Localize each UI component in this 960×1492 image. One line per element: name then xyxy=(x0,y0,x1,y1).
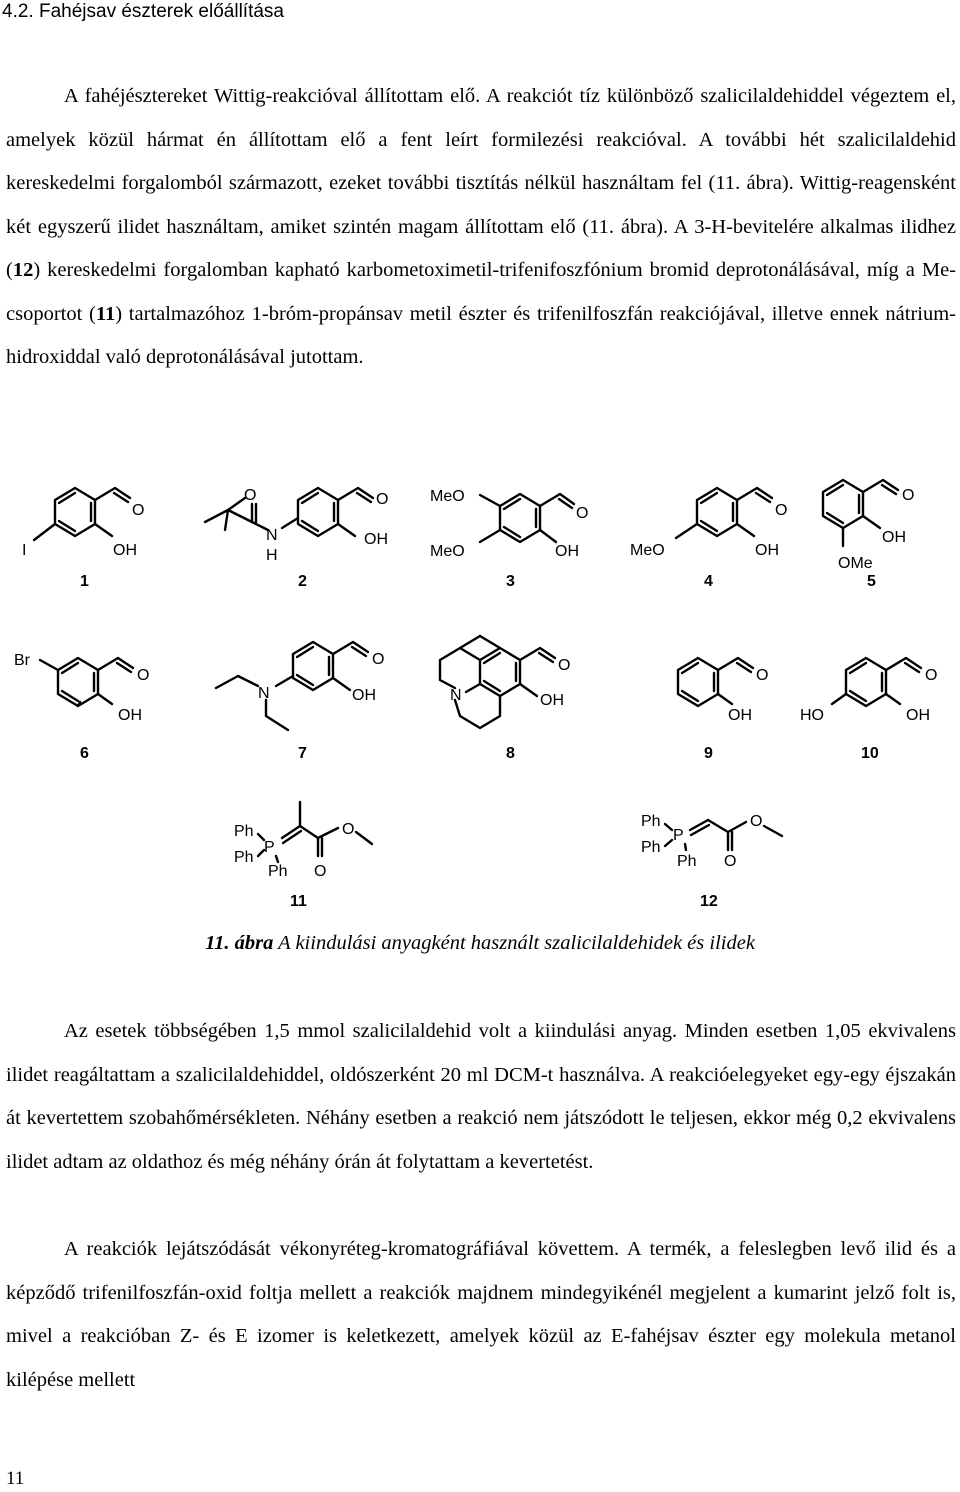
svg-text:O: O xyxy=(372,651,385,668)
para1-text-3: ) tartalmazóhoz 1-bróm-propánsav metil észter és trifenilfoszfán reakciójával, illetve ennek nátrium-hidroxiddal való deprotonálásával jutottam. xyxy=(6,302,957,368)
paragraph-conditions xyxy=(6,1010,956,1184)
compound-12-structure xyxy=(641,813,782,910)
svg-text:O: O xyxy=(137,667,150,684)
svg-text:O: O xyxy=(558,657,571,674)
svg-text:H: H xyxy=(266,547,278,564)
svg-text:OH: OH xyxy=(555,543,579,560)
para3-text: A reakciók lejátszódását vékonyréteg-kromatográfiával követtem. A termék, a feleslegben levő ilid és a képződő trifenilfoszfán-oxid foltja mellett a reakciók majdnem mindegyikénél megjelent a kumarint jelző folt is, mivel a reakcióban Z- és E izomer is keletkezett, amelyek közül az E-fahéjsav észter egy molekula metanol kilépése mellett xyxy=(6,1238,956,1391)
compound-label-10: 10 xyxy=(861,745,879,762)
structures-figure xyxy=(0,470,960,920)
svg-text:O: O xyxy=(724,853,737,870)
svg-text:HO: HO xyxy=(800,707,824,724)
svg-text:O: O xyxy=(314,863,327,880)
compound-2-structure xyxy=(205,487,388,590)
figure-caption-number: 11. ábra xyxy=(205,932,274,954)
svg-text:O: O xyxy=(902,487,915,504)
svg-text:O: O xyxy=(376,491,389,508)
svg-text:OH: OH xyxy=(352,687,376,704)
svg-text:O: O xyxy=(244,487,257,504)
svg-text:OMe: OMe xyxy=(838,555,873,572)
compound-ref-11: 11 xyxy=(95,302,116,325)
section-heading: 4.2. Fahéjsav észterek előállítása xyxy=(2,1,284,22)
svg-text:OH: OH xyxy=(755,542,779,559)
svg-text:N: N xyxy=(258,685,270,702)
svg-text:Br: Br xyxy=(14,652,30,669)
svg-text:Ph: Ph xyxy=(234,849,254,866)
para1-text-2: ) kereskedelmi forgalomban kapható karbometoximetil-trifenifoszfónium bromid deprotonálásával, míg a Me-csoportot ( xyxy=(6,259,956,325)
svg-text:N: N xyxy=(450,687,462,704)
compound-8-structure xyxy=(440,636,570,762)
compound-6-structure xyxy=(14,652,149,762)
svg-text:Ph: Ph xyxy=(641,839,661,856)
compound-label-11: 11 xyxy=(290,893,307,910)
svg-text:P: P xyxy=(264,839,275,856)
compound-label-2: 2 xyxy=(298,573,307,590)
compound-label-12: 12 xyxy=(700,893,718,910)
svg-text:I: I xyxy=(22,542,27,559)
compound-9-structure xyxy=(678,658,768,762)
para1-text-1: A fahéjésztereket Wittig-reakcióval állítottam elő. A reakciót tíz különböző szalicilaldehiddel végeztem el, amelyek közül hármat én állítottam elő a fent leírt formilezési reakcióval. A további hét szalicilaldehid kereskedelmi forgalomból származott, ezeket további tisztítás nélkül használtam fel (11. ábra). Wittig-reagensként két egyszerű ilidet használtam, amiket szintén magam állítottam elő (11. ábra). A 3-H-bevitelére alkalmas ilidhez ( xyxy=(6,85,956,281)
compound-3-structure xyxy=(430,488,588,590)
svg-text:O: O xyxy=(342,821,355,838)
svg-text:O: O xyxy=(132,502,145,519)
figure-caption-text: A kiindulási anyagként használt szalicilaldehidek és ilidek xyxy=(273,932,755,954)
compound-label-6: 6 xyxy=(80,745,89,762)
svg-text:Ph: Ph xyxy=(677,853,697,870)
compound-label-4: 4 xyxy=(704,573,713,590)
svg-text:Ph: Ph xyxy=(641,813,661,830)
svg-text:O: O xyxy=(775,502,788,519)
compound-ref-12: 12 xyxy=(12,259,34,281)
svg-text:O: O xyxy=(576,505,589,522)
compound-label-3: 3 xyxy=(506,573,515,590)
svg-text:OH: OH xyxy=(728,707,752,724)
compound-label-1: 1 xyxy=(80,573,89,590)
svg-text:OH: OH xyxy=(882,529,906,546)
svg-text:O: O xyxy=(750,813,763,830)
svg-text:OH: OH xyxy=(118,707,142,724)
compound-11-structure xyxy=(234,802,372,910)
svg-text:O: O xyxy=(756,667,769,684)
svg-text:P: P xyxy=(673,827,684,844)
compound-4-structure xyxy=(630,488,787,590)
svg-text:Ph: Ph xyxy=(234,823,254,840)
svg-text:OH: OH xyxy=(364,531,388,548)
svg-text:OH: OH xyxy=(540,692,564,709)
compound-label-7: 7 xyxy=(298,745,307,762)
compound-1-structure xyxy=(22,488,144,590)
compound-label-9: 9 xyxy=(704,745,713,762)
svg-text:OH: OH xyxy=(113,542,137,559)
paragraph-intro xyxy=(6,75,956,380)
svg-text:MeO: MeO xyxy=(430,543,465,560)
para2-text: Az esetek többségében 1,5 mmol szalicilaldehid volt a kiindulási anyag. Minden esetben 1,05 ekvivalens ilidet reagáltattam a szalicilaldehiddel, oldószerként 20 ml DCM-t használva. A reakcióelegyeket egy-egy éjszakán át kevertettem szobahőmérsékleten. Néhány esetben a reakció nem játszódott le teljesen, ekkor még 0,2 ekvivalens ilidet adtam az oldathoz és még néhány órán át folytattam a kevertetést. xyxy=(6,1020,956,1173)
svg-text:O: O xyxy=(925,667,938,684)
figure-caption xyxy=(0,928,960,958)
paragraph-tlc xyxy=(6,1228,956,1402)
svg-text:N: N xyxy=(266,527,278,544)
compound-7-structure xyxy=(216,642,384,762)
compound-label-5: 5 xyxy=(867,573,876,590)
svg-text:OH: OH xyxy=(906,707,930,724)
compound-label-8: 8 xyxy=(506,745,515,762)
svg-text:MeO: MeO xyxy=(630,542,665,559)
compound-5-structure xyxy=(823,480,914,590)
compound-10-structure xyxy=(800,658,937,762)
svg-text:MeO: MeO xyxy=(430,488,465,505)
page-number: 11 xyxy=(6,1468,25,1489)
svg-text:Ph: Ph xyxy=(268,863,288,880)
